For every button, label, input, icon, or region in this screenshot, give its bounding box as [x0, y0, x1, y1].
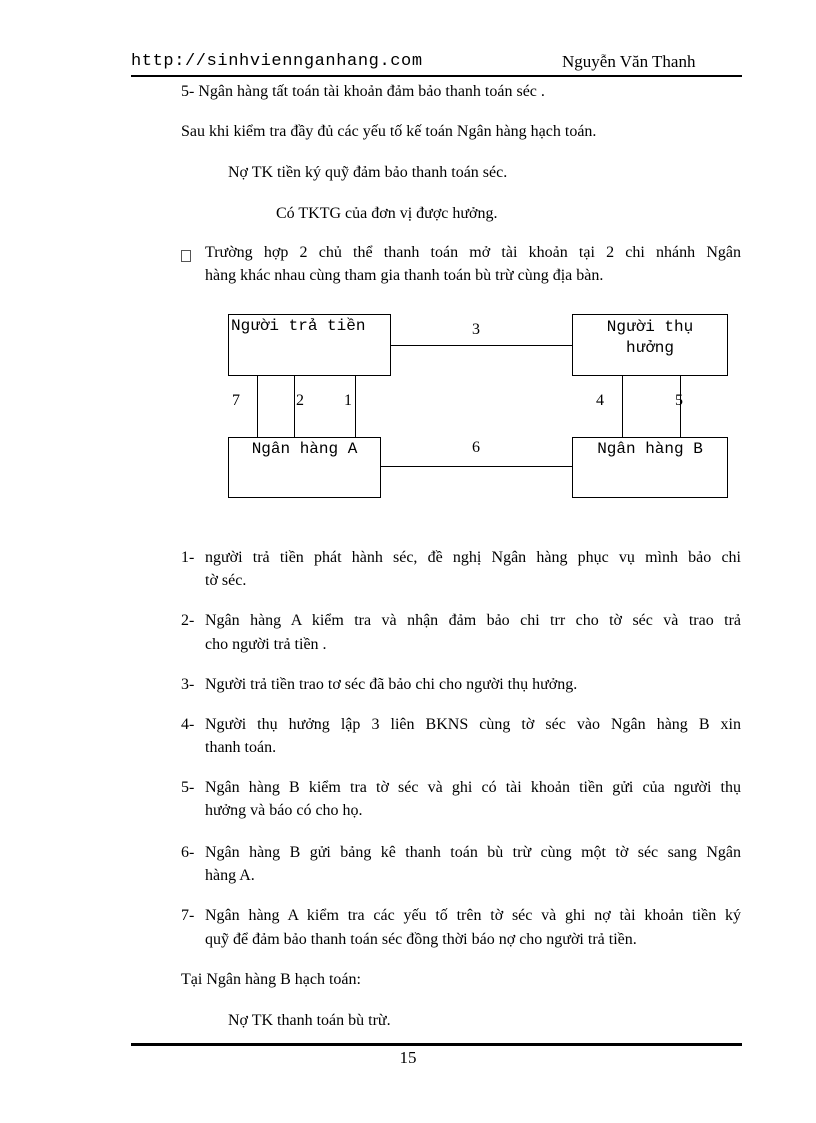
line-3	[390, 345, 573, 346]
step-line-1: Ngân hàng B gửi bảng kê thanh toán bù trừ cùng một tờ séc sang Ngân	[205, 844, 741, 861]
bank-a-label: Ngân hàng A	[251, 440, 358, 458]
bullet-marker	[181, 247, 191, 265]
step-line-2: cho người trả tiền .	[205, 636, 327, 653]
diagram-label-3: 3	[472, 321, 480, 338]
payee-box	[572, 314, 728, 376]
step-line-1: Người trả tiền trao tơ séc đã bảo chi cho người thụ hưởng.	[205, 676, 578, 693]
bank-a-box	[228, 437, 381, 498]
payer-label: Người trả tiền	[231, 317, 366, 335]
step-line-2: quỹ để đảm bảo thanh toán séc đồng thời báo nợ cho người trả tiền.	[205, 931, 637, 948]
bank-b-label: Ngân hàng B	[597, 440, 703, 458]
line-4	[622, 375, 623, 438]
debit-clearing: Nợ TK thanh toán bù trừ.	[228, 1012, 391, 1029]
step-line-1: Ngân hàng A kiểm tra các yếu tố trên tờ séc và ghi nợ tài khoản tiền ký	[205, 907, 741, 924]
intro-after-check: Sau khi kiểm tra đầy đủ các yếu tố kế toán Ngân hàng hạch toán.	[181, 123, 597, 140]
payer-box	[228, 314, 391, 376]
step-line-2: thanh toán.	[205, 739, 277, 756]
line-7	[257, 375, 258, 438]
intro-debit: Nợ TK tiền ký quỹ đảm bảo thanh toán séc.	[228, 164, 508, 181]
step-line-1: người trả tiền phát hành séc, đề nghị Ngân hàng phục vụ mình bảo chi	[205, 549, 741, 566]
diagram-label-4: 4	[596, 392, 604, 409]
step-number: 3-	[181, 676, 195, 693]
line-1	[355, 375, 356, 438]
header-url: http://sinhviennganhang.com	[131, 52, 423, 71]
header-author: Nguyễn Văn Thanh	[562, 52, 696, 71]
diagram-label-5: 5	[675, 392, 683, 409]
intro-credit: Có TKTG của đơn vị được hưởng.	[276, 205, 498, 222]
bullet-line-1: Trường hợp 2 chủ thể thanh toán mở tài khoản tại 2 chi nhánh Ngân	[205, 244, 741, 261]
step-number: 5-	[181, 779, 195, 796]
diagram-label-7: 7	[232, 392, 240, 409]
step-line-2: tờ séc.	[205, 572, 247, 589]
intro-step-5: 5- Ngân hàng tất toán tài khoản đảm bảo thanh toán séc .	[181, 83, 545, 100]
diagram-label-6: 6	[472, 439, 480, 456]
diagram-label-2: 2	[296, 392, 304, 409]
step-line-1: Người thụ hưởng lập 3 liên BKNS cùng tờ séc vào Ngân hàng B xin	[205, 716, 741, 733]
footer-rule	[131, 1043, 742, 1046]
step-line-1: Ngân hàng A kiểm tra và nhận đảm bảo chi trr cho tờ séc và trao trả	[205, 612, 741, 629]
payee-label-line-1: Người thụ	[606, 318, 694, 336]
bank-b-box	[572, 437, 728, 498]
step-number: 7-	[181, 907, 195, 924]
step-line-2: hàng A.	[205, 867, 255, 884]
page-number: 15	[399, 1048, 417, 1067]
bullet-line-2: hàng khác nhau cùng tham gia thanh toán bù trừ cùng địa bàn.	[205, 267, 604, 284]
line-2	[294, 375, 295, 438]
diagram-label-1: 1	[344, 392, 352, 409]
step-line-1: Ngân hàng B kiểm tra tờ séc và ghi có tài khoản tiền gửi của người thụ	[205, 779, 741, 796]
bank-b-accounting: Tại Ngân hàng B hạch toán:	[181, 971, 361, 988]
step-number: 4-	[181, 716, 195, 733]
step-number: 1-	[181, 549, 195, 566]
header-rule	[131, 75, 742, 77]
payee-label-line-2: hưởng	[625, 339, 674, 357]
line-6	[380, 466, 573, 467]
step-line-2: hưởng và báo có cho họ.	[205, 802, 363, 819]
step-number: 6-	[181, 844, 195, 861]
step-number: 2-	[181, 612, 195, 629]
